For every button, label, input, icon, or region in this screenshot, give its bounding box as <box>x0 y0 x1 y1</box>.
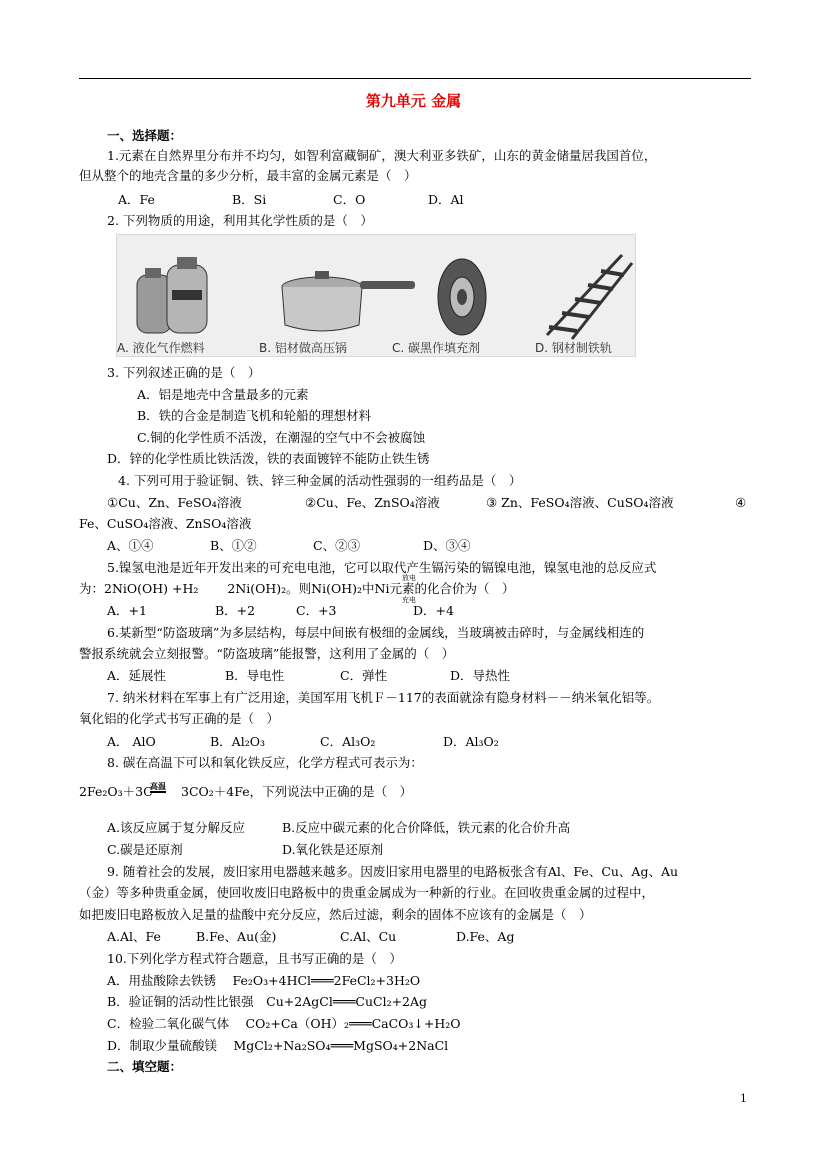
q8-option-b: B.反应中碳元素的化合价降低，铁元素的化合价升高 <box>282 820 571 835</box>
q8-line1: 8. 碳在高温下可以和氧化铁反应，化学方程式可表示为： <box>107 755 423 770</box>
q6-option-c: C．弹性 <box>340 668 388 683</box>
q9-line3: 如把废旧电路板放入足量的盐酸中充分反应，然后过滤，剩余的固体不应该有的金属是（ ） <box>79 907 592 922</box>
q8-equation-right: 3CO₂＋4Fe，下列说法中正确的是（ ） <box>181 784 413 799</box>
q9-line2: （金）等多种贵重金属，使回收废旧电路板中的贵重金属成为一种新的行业。在回收贵重金属的过程中， <box>79 885 655 900</box>
q10-option-c: C．检验二氧化碳气体 CO₂+Ca（OH）₂═══CaCO₃↓+H₂O <box>107 1016 461 1031</box>
q7-option-b: B．Al₂O₃ <box>210 734 265 749</box>
q5-option-a: A．+1 <box>107 603 147 618</box>
section-fill-heading: 二、填空题： <box>107 1059 183 1074</box>
q1-option-d: D．Al <box>428 192 464 207</box>
q5-option-b: B．+2 <box>215 603 256 618</box>
q5-option-c: C．+3 <box>296 603 337 618</box>
q8-option-d: D.氧化铁是还原剂 <box>282 842 384 857</box>
q5-charge-label: 充电 <box>402 596 416 604</box>
q4-option-c: C、②③ <box>313 538 361 553</box>
q4-set-1: ①Cu、Zn、FeSO₄溶液 <box>107 495 242 510</box>
q1-option-c: C．O <box>333 192 366 207</box>
q4-set-2: ②Cu、Fe、ZnSO₄溶液 <box>305 495 440 510</box>
q3-option-c: C.铜的化学性质不活泼，在潮湿的空气中不会被腐蚀 <box>137 430 426 445</box>
tire-icon <box>438 259 486 335</box>
gas-cylinder-icon <box>137 257 207 333</box>
q9-option-c: C.Al、Cu <box>340 929 397 944</box>
header-rule <box>79 78 751 79</box>
q2-caption-b: B. 铝材做高压锅 <box>259 341 347 355</box>
q9-option-a: A.Al、Fe <box>107 929 161 944</box>
q4-set-4: Fe、CuSO₄溶液、ZnSO₄溶液 <box>79 516 252 531</box>
q7-line2: 氧化铝的化学式书写正确的是（ ） <box>79 711 280 726</box>
q7-option-a: A． AlO <box>107 734 156 749</box>
page-title: 第九单元 金属 <box>365 92 462 110</box>
q8-option-a: A.该反应属于复分解反应 <box>107 820 246 835</box>
q5-option-d: D．+4 <box>413 603 454 618</box>
q2-caption-a: A. 液化气作燃料 <box>117 341 205 355</box>
q4-set-4-marker: ④ <box>735 495 747 510</box>
pressure-cooker-icon <box>282 271 415 331</box>
q5-discharge-label: 放电 <box>402 574 416 582</box>
section-choice-heading: 一、选择题： <box>107 128 183 143</box>
q7-option-d: D．Al₃O₂ <box>443 734 499 749</box>
q5-line1: 5.镍氢电池是近年开发出来的可充电电池，它可以取代产生镉污染的镉镍电池，镍氢电池的总反应式 <box>107 560 657 575</box>
q10-option-d: D．制取少量硫酸镁 MgCl₂+Na₂SO₄═══MgSO₄+2NaCl <box>107 1038 449 1053</box>
q9-option-d: D.Fe、Ag <box>456 929 515 944</box>
q3-stem: 3. 下列叙述正确的是（ ） <box>107 365 261 380</box>
q8-condition: 高温 <box>150 781 166 791</box>
q6-option-d: D．导热性 <box>450 668 511 683</box>
q6-line1: 6.某新型“防盗玻璃”为多层结构，每层中间嵌有极细的金属线，当玻璃被击碎时，与金属线相连的 <box>107 625 645 640</box>
q8-option-c: C.碳是还原剂 <box>107 842 183 857</box>
q4-set-3: ③ Zn、FeSO₄溶液、CuSO₄溶液 <box>486 495 674 510</box>
q6-option-a: A．延展性 <box>107 668 167 683</box>
q6-line2: 警报系统就会立刻报警。“防盗玻璃”能报警，这利用了金属的（ ） <box>79 646 455 661</box>
page-number: 1 <box>740 1092 747 1105</box>
q3-option-d: D．锌的化学性质比铁活泼，铁的表面镀锌不能防止铁生锈 <box>107 451 430 466</box>
q10-option-b: B．验证铜的活动性比银强 Cu+2AgCl═══CuCl₂+2Ag <box>107 994 428 1009</box>
q4-option-b: B、①② <box>210 538 257 553</box>
q2-figure <box>116 234 636 357</box>
q1-option-b: B．Si <box>232 192 267 207</box>
q2-stem: 2. 下列物质的用途，利用其化学性质的是（ ） <box>107 213 373 228</box>
q6-option-b: B．导电性 <box>225 668 285 683</box>
q4-option-d: D、③④ <box>423 538 471 553</box>
q2-caption-d: D. 钢材制铁轨 <box>535 341 612 355</box>
q9-line1: 9. 随着社会的发展，废旧家用电器越来越多。因废旧家用电器里的电路板张含有Al、Fe、Cu、Ag、Au <box>107 864 679 879</box>
q10-option-a: A．用盐酸除去铁锈 Fe₂O₃+4HCl═══2FeCl₂+3H₂O <box>107 973 421 988</box>
q9-option-b: B.Fe、Au(金) <box>196 929 277 944</box>
q5-line2: 为：2NiO(OH) +H₂ 2Ni(OH)₂。则Ni(OH)₂中Ni元素的化合价为（ ） <box>79 581 515 596</box>
q10-stem: 10.下列化学方程式符合题意，且书写正确的是（ ） <box>107 951 402 966</box>
q7-option-c: C．Al₃O₂ <box>320 734 376 749</box>
q3-option-b: B．铁的合金是制造飞机和轮船的理想材料 <box>137 408 372 423</box>
q8-equation-left: 2Fe₂O₃＋3C <box>79 784 153 799</box>
q4-stem: 4. 下列可用于验证铜、铁、锌三种金属的活动性强弱的一组药品是（ ） <box>118 473 522 488</box>
q1-line2: 但从整个的地壳含量的多少分析，最丰富的金属元素是（ ） <box>79 168 417 183</box>
railway-track-icon <box>547 255 632 339</box>
q1-line1: 1.元素在自然界里分布并不均匀，如智利富藏铜矿，澳大利亚多铁矿，山东的黄金储量居我国首位， <box>107 148 657 163</box>
q7-line1: 7. 纳米材料在军事上有广泛用途，美国军用飞机Ｆ－117的表面就涂有隐身材料－－纳米氧化铝等。 <box>107 690 660 705</box>
q3-option-a: A．铝是地壳中含量最多的元素 <box>137 387 309 402</box>
q2-caption-c: C. 碳黑作填充剂 <box>392 341 481 355</box>
q1-option-a: A．Fe <box>118 192 155 207</box>
q4-option-a: A、①④ <box>107 538 154 553</box>
